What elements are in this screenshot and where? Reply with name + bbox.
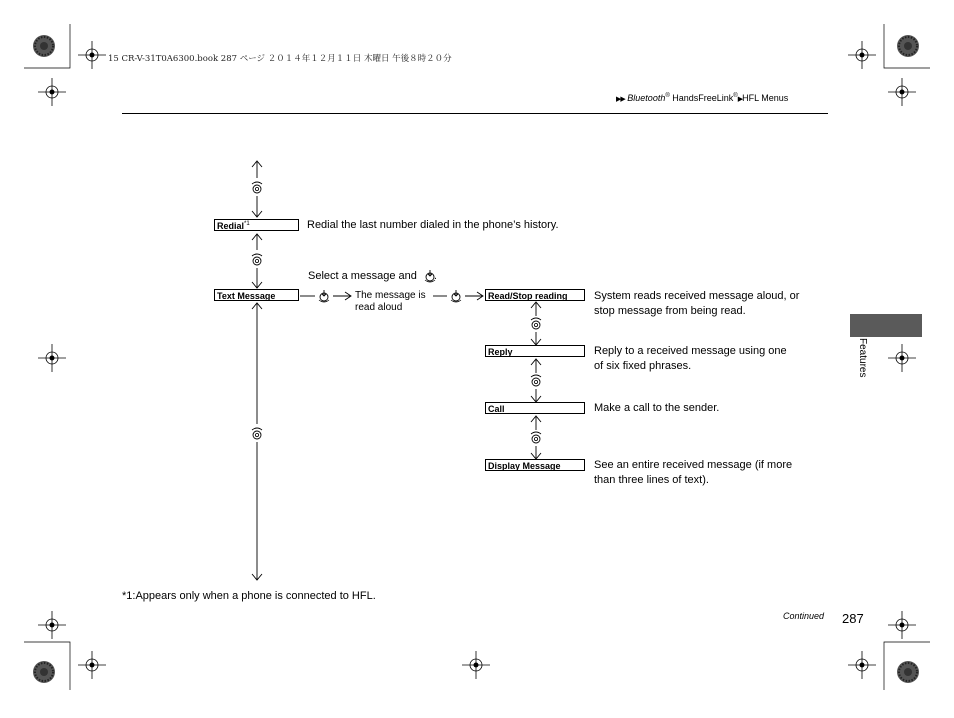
redial-box (214, 219, 299, 231)
display-message-label: Display Message (488, 461, 561, 471)
reply-description: Reply to a received message using one of six fixed phrases. (594, 345, 787, 372)
breadcrumb-part-2[interactable]: HandsFreeLink (672, 93, 734, 103)
redial-footnote-ref: *1 (244, 221, 250, 227)
page-number: 287 (842, 611, 864, 626)
call-label: Call (488, 404, 505, 414)
redial-description: Redial the last number dialed in the phone’s history. (307, 219, 559, 231)
select-hint: Select a message and . (308, 270, 437, 282)
call-box (485, 402, 585, 414)
display-message-description: See an entire received message (if more than three lines of text). (594, 459, 793, 486)
display-message-box (485, 459, 585, 471)
read-aloud-note: The message is read aloud (355, 290, 426, 313)
section-tab-label: Features (857, 338, 868, 378)
reply-box (485, 345, 585, 357)
read-stop-box (485, 289, 585, 301)
call-description: Make a call to the sender. (594, 402, 720, 414)
reply-label: Reply (488, 347, 513, 357)
text-message-box (214, 289, 299, 301)
text-message-label: Text Message (217, 291, 276, 301)
footnote: *1:Appears only when a phone is connected to HFL. (122, 590, 376, 602)
read-stop-description: System reads received message aloud, or stop message from being read. (594, 290, 800, 317)
breadcrumb-arrow-icon: ▶ (737, 96, 743, 103)
read-stop-label: Read/Stop reading (488, 291, 568, 301)
print-header: 15 CR-V-31T0A6300.book 287 ページ ２０１４年１２月１１日 木曜日 午後８時２０分 (108, 54, 452, 64)
redial-label: Redial (217, 221, 245, 231)
section-tab (850, 314, 922, 337)
breadcrumb-part-3[interactable]: HFL Menus (742, 93, 789, 103)
continued-label: Continued (783, 611, 825, 621)
breadcrumb-arrow-icon: ▶▶ (616, 96, 625, 103)
breadcrumb: ▶▶ Bluetooth® HandsFreeLink®▶HFL Menus (616, 93, 789, 103)
breadcrumb-part-1[interactable]: Bluetooth (627, 93, 666, 103)
header-rule (122, 113, 828, 114)
